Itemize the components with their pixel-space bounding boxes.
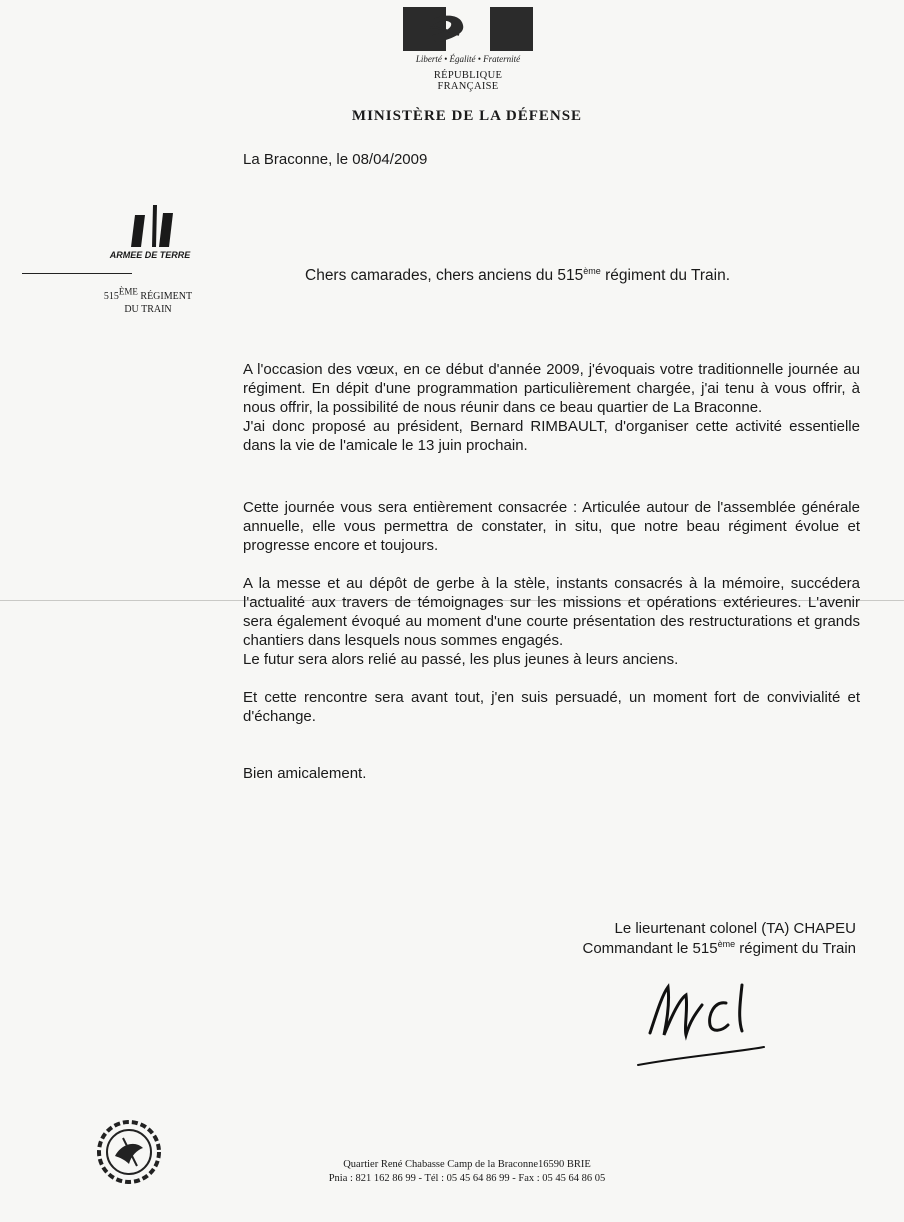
regiment-label: 515ÈME RÉGIMENT DU TRAIN xyxy=(103,286,193,315)
salutation: Chers camarades, chers anciens du 515ème régiment du Train. xyxy=(305,265,731,284)
closing: Bien amicalement. xyxy=(243,765,367,782)
paragraph-3: A la messe et au dépôt de gerbe à la stèle, instants consacrés à la mémoire, succédera l'actualité aux travers de témoignages sur les missions et opérations extérieures. L'avenir sera également évoqué au moment d'une courte présentation des restructurations et grands chantiers dans lesquels nous sommes engagés. Le futur sera alors relié au passé, les plus jeunes à leurs anciens. xyxy=(243,575,860,668)
republic-motto: Liberté • Égalité • Fraternité xyxy=(415,54,521,64)
footer xyxy=(0,1158,904,1186)
republic-logo xyxy=(403,7,533,92)
paragraph-4: Et cette rencontre sera avant tout, j'en suis persuadé, un moment fort de convivialité et d'échange. xyxy=(243,689,860,725)
divider xyxy=(22,273,132,274)
army-label: ARMEE DE TERRE xyxy=(109,250,191,260)
letter-date: La Braconne, le 08/04/2009 xyxy=(243,151,428,168)
footer-contacts: Pnia : 821 162 86 99 - Tél : 05 45 64 86 99 - Fax : 05 45 64 86 05 xyxy=(328,1173,606,1184)
marianne-flag-icon xyxy=(403,7,533,51)
footer-address: Quartier René Chabasse Camp de la Braconne16590 BRIE xyxy=(343,1159,591,1170)
army-emblem-icon xyxy=(95,205,205,249)
signer-role: Commandant le 515ème régiment du Train xyxy=(582,939,856,957)
signer-title: Le lieurtenant colonel (TA) CHAPEU xyxy=(614,920,856,937)
ministry-title: MINISTÈRE DE LA DÉFENSE xyxy=(351,108,583,124)
paragraph-2: Cette journée vous sera entièrement consacrée : Articulée autour de l'assemblée générale annuelle, elle vous permettra de constater, in situ, que notre beau régiment évolue et progresse encore et toujours. xyxy=(243,499,860,554)
republic-name: RÉPUBLIQUE FRANÇAISE xyxy=(433,70,503,92)
army-logo xyxy=(95,205,205,275)
signature-block xyxy=(480,919,856,959)
handwritten-signature xyxy=(630,975,780,1075)
paragraph-1: A l'occasion des vœux, en ce début d'année 2009, j'évoquais votre traditionnelle journée au régiment. En dépit d'une programmation particulièrement chargée, j'ai tenu à vous offrir, à nous offrir, la possibilité de nous réunir dans ce beau quartier de La Braconne. J'ai donc proposé au président, Bernard RIMBAULT, d'organiser cette activité essentielle dans la vie de l'amicale le 13 juin prochain. xyxy=(243,361,860,454)
